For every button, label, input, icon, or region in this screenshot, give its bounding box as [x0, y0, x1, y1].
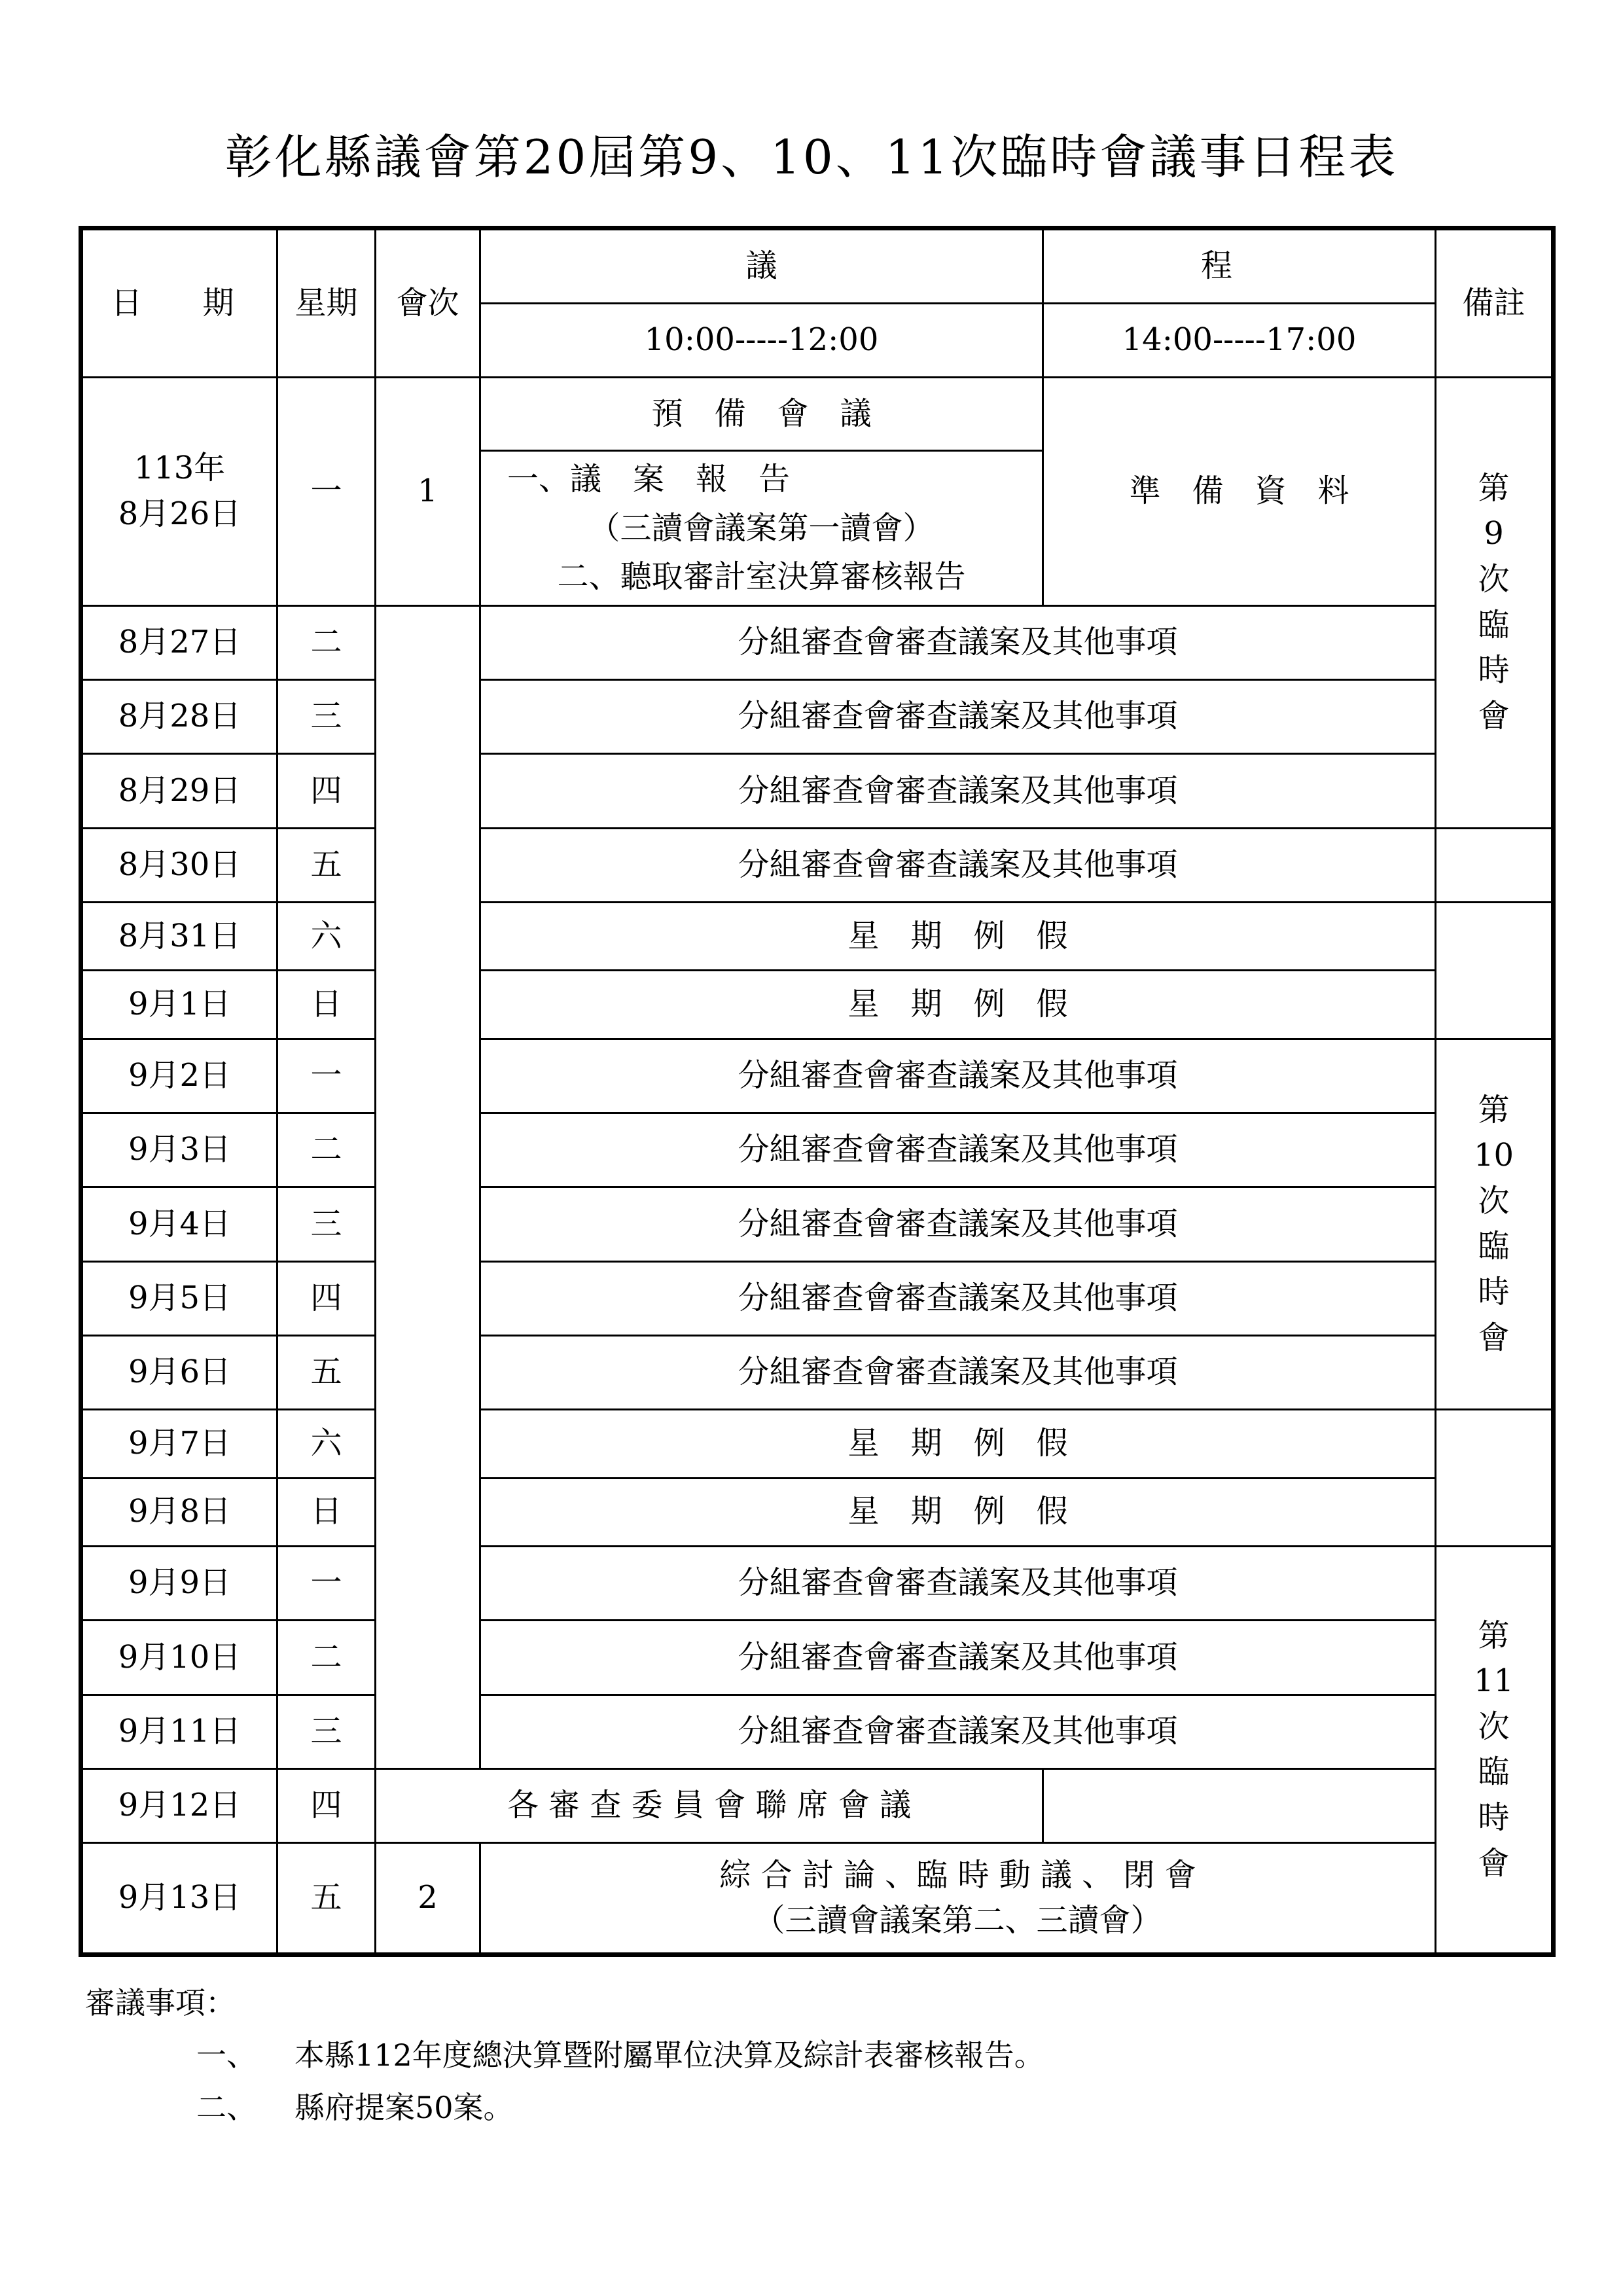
row-weekday: 五: [277, 828, 376, 902]
row-agenda: 分組審查會審查議案及其他事項: [480, 1113, 1436, 1187]
row-date: 9月12日: [81, 1768, 277, 1842]
row-agenda: 分組審查會審查議案及其他事項: [480, 1621, 1436, 1695]
notes-item-text: 縣府提案50案。: [294, 2090, 514, 2125]
header-am-time: 10:00-----12:00: [480, 304, 1043, 377]
row-agenda: 分組審查會審查議案及其他事項: [480, 680, 1436, 754]
table-row: [81, 1478, 1554, 1546]
remark-9-char: 臨: [1478, 606, 1510, 643]
table-row-first-a: [81, 377, 1554, 450]
notes-item: [85, 2029, 1044, 2081]
row-weekday: 一: [277, 1039, 376, 1113]
table-row: [81, 1410, 1554, 1478]
remark-11-char: 次: [1478, 1708, 1510, 1745]
header-pm-time: 14:00-----17:00: [1043, 304, 1436, 377]
row-weekday: 三: [277, 680, 376, 754]
row-agenda: 分組審查會審查議案及其他事項: [480, 754, 1436, 828]
last-date: 9月13日: [81, 1843, 277, 1955]
row-agenda: 分組審查會審查議案及其他事項: [480, 828, 1436, 902]
table-row: [81, 605, 1554, 679]
first-date-cell: [81, 377, 277, 605]
notes-item-text: 本縣112年度總決算暨附屬單位決算及綜計表審核報告。: [294, 2037, 1044, 2073]
row-agenda: 分組審查會審查議案及其他事項: [480, 1695, 1436, 1768]
header-row: [81, 228, 1554, 304]
row-date: 9月6日: [81, 1335, 277, 1409]
remark-session-10: [1436, 1039, 1554, 1410]
row-date: 9月5日: [81, 1261, 277, 1335]
first-item1: 一、議 案 報 告: [507, 461, 791, 498]
table-row: [81, 1768, 1554, 1842]
page-title: 彰化縣議會第20屆第9、10、11次臨時會議事日程表: [224, 130, 1399, 185]
notes-heading: 審議事項：: [85, 1985, 236, 2020]
row-agenda: 各 審 查 委 員 會 聯 席 會 議: [376, 1768, 1043, 1842]
remark-10-char: 第: [1478, 1091, 1510, 1128]
header-session: 會次: [376, 228, 480, 378]
first-pm: 準 備 資 料: [1043, 377, 1436, 605]
remark-10-char: 臨: [1478, 1228, 1510, 1265]
remark-11-char: 臨: [1478, 1753, 1510, 1791]
first-date: 8月26日: [118, 495, 241, 532]
first-item2: 二、聽取審計室決算審核報告: [557, 558, 966, 596]
notes-item-number: 一、: [196, 2037, 257, 2073]
row-date: 8月27日: [81, 605, 277, 679]
table-row: [81, 1546, 1554, 1620]
row-date: 8月30日: [81, 828, 277, 902]
first-weekday: 一: [277, 377, 376, 605]
row-weekday: 四: [277, 1768, 376, 1842]
row-agenda: 分組審查會審查議案及其他事項: [480, 1546, 1436, 1620]
remark-session-11: [1436, 1546, 1554, 1954]
row-agenda: 星 期 例 假: [480, 971, 1436, 1039]
row-date: 9月4日: [81, 1187, 277, 1261]
row-weekday: 一: [277, 1546, 376, 1620]
row-date: 9月9日: [81, 1546, 277, 1620]
row-date: 9月8日: [81, 1478, 277, 1546]
row-date: 9月1日: [81, 971, 277, 1039]
row-weekday: 五: [277, 1335, 376, 1409]
table-row: [81, 1039, 1554, 1113]
table-row: [81, 754, 1554, 828]
remark-10-char: 會: [1478, 1319, 1510, 1356]
last-weekday: 五: [277, 1843, 376, 1955]
first-item1-sub: （三讀會議案第一讀會）: [588, 509, 935, 547]
row-weekday: 六: [277, 903, 376, 971]
table-row: [81, 1695, 1554, 1768]
row-agenda: 星 期 例 假: [480, 903, 1436, 971]
row-agenda: 星 期 例 假: [480, 1410, 1436, 1478]
row-weekday: 四: [277, 1261, 376, 1335]
row-date: 9月3日: [81, 1113, 277, 1187]
table-row: [81, 1187, 1554, 1261]
row-date: 9月7日: [81, 1410, 277, 1478]
remark-9-char: 9: [1484, 515, 1504, 552]
row-date: 9月10日: [81, 1621, 277, 1695]
remark-session-9: [1436, 377, 1554, 828]
prep-meeting: 預 備 會 議: [480, 377, 1043, 450]
table-row: [81, 1261, 1554, 1335]
notes-item: [85, 2081, 1044, 2134]
row-agenda: 分組審查會審查議案及其他事項: [480, 1335, 1436, 1409]
agenda-left-label: 議: [745, 247, 777, 285]
table-row-last: [81, 1843, 1554, 1955]
row-weekday: 二: [277, 605, 376, 679]
table-row: [81, 1113, 1554, 1187]
remark-10-char: 時: [1478, 1274, 1510, 1311]
header-agenda-right: [1043, 228, 1436, 304]
last-agenda-cell: [480, 1843, 1436, 1955]
session-blank-cell: [376, 605, 480, 1768]
table-row: [81, 1335, 1554, 1409]
row-agenda: 分組審查會審查議案及其他事項: [480, 1039, 1436, 1113]
row-weekday: 四: [277, 754, 376, 828]
remark-11-char: 時: [1478, 1799, 1510, 1837]
row-date: 8月31日: [81, 903, 277, 971]
remark-11-char: 會: [1478, 1844, 1510, 1882]
remark-9-char: 次: [1478, 561, 1510, 598]
remark-9-char: 時: [1478, 652, 1510, 689]
remark-9-char: 第: [1478, 469, 1510, 507]
row-date: 8月28日: [81, 680, 277, 754]
remark-10-char: 次: [1478, 1182, 1510, 1219]
remark-9-char: 會: [1478, 697, 1510, 734]
row-weekday: 二: [277, 1621, 376, 1695]
row-agenda: 星 期 例 假: [480, 1478, 1436, 1546]
row-agenda: 分組審查會審查議案及其他事項: [480, 1187, 1436, 1261]
table-row: [81, 971, 1554, 1039]
table-row: [81, 680, 1554, 754]
review-notes: [85, 1977, 1044, 2134]
header-date: 日 期: [81, 228, 277, 378]
row-weekday: 三: [277, 1695, 376, 1768]
notes-item-number: 二、: [196, 2090, 257, 2125]
row-date: 9月2日: [81, 1039, 277, 1113]
last-session: 2: [376, 1843, 480, 1955]
first-session: 1: [376, 377, 480, 605]
first-am-items: [480, 451, 1043, 606]
last-agenda: 綜 合 討 論 、臨 時 動 議 、 閉 會: [719, 1856, 1196, 1893]
table-row: [81, 903, 1554, 971]
row-date: 9月11日: [81, 1695, 277, 1768]
header-agenda-left: [480, 228, 1043, 304]
row-weekday: 二: [277, 1113, 376, 1187]
last-agenda-sub: （三讀會議案第二、三讀會）: [753, 1902, 1162, 1939]
agenda-right-label: 程: [1201, 247, 1233, 285]
schedule-table: [79, 226, 1556, 1957]
row-agenda: 分組審查會審查議案及其他事項: [480, 605, 1436, 679]
table-row: [81, 1621, 1554, 1695]
remark-11-char: 11: [1473, 1662, 1514, 1700]
remark-11-char: 第: [1478, 1617, 1510, 1654]
row-agenda: 分組審查會審查議案及其他事項: [480, 1261, 1436, 1335]
row-date: 8月29日: [81, 754, 277, 828]
row-weekday: 日: [277, 1478, 376, 1546]
row-weekday: 三: [277, 1187, 376, 1261]
header-weekday: 星期: [277, 228, 376, 378]
table-row: [81, 828, 1554, 902]
remark-10-char: 10: [1473, 1137, 1514, 1174]
header-remarks: 備註: [1436, 228, 1554, 378]
remark-blank-2: [1436, 1410, 1554, 1547]
first-year: 113年: [134, 450, 226, 487]
row-weekday: 日: [277, 971, 376, 1039]
row-weekday: 六: [277, 1410, 376, 1478]
remark-blank-1: [1436, 903, 1554, 1039]
